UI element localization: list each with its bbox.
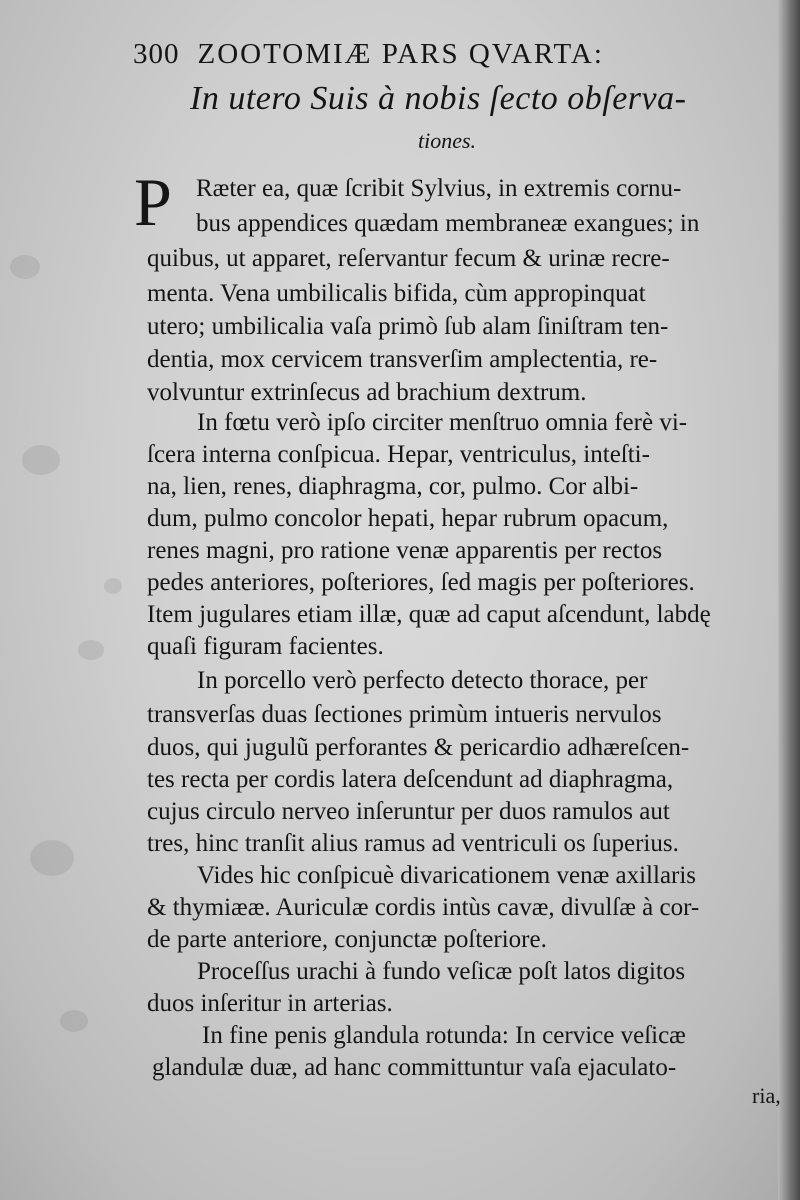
text-line: Ræter ea, quæ ſcribit Sylvius, in extremis cornu- [196,175,682,202]
text-line: Proceſſus urachi à fundo veſicæ poſt latos digitos [197,958,686,985]
text-line: menta. Vena umbilicalis bifida, cùm appropinquat [147,280,646,307]
section-title-line-2: tiones. [418,128,477,153]
text-line: duos inſeritur in arterias. [147,990,393,1017]
page-number: 300 [133,38,180,70]
text-line: dentia, mox cervicem transverſim amplectentia, re- [147,346,658,373]
paper-stain [30,840,74,876]
binding-gutter [778,0,800,1200]
running-header [133,38,773,82]
text-line: quibus, ut apparet, reſervantur fecum & urinæ recre- [147,245,670,272]
text-line: utero; umbilicalia vaſa primò ſub alam ſiniſtram ten- [147,313,669,340]
text-line: Vides hic conſpicuè divaricationem venæ axillaris [197,862,697,889]
text-line: na, lien, renes, diaphragma, cor, pulmo. Cor albi- [147,473,639,500]
text-line: cujus circulo nerveo inſeruntur per duos ramulos aut [147,798,670,825]
text-line: volvuntur extrinſecus ad brachium dextrum. [147,379,587,406]
paper-stain [78,640,104,660]
paper-stain [104,578,122,594]
text-line: duos, qui jugulũ perforantes & pericardio adhæreſcen- [147,734,690,761]
text-line: glandulæ duæ, ad hanc committuntur vaſa ejaculato- [152,1054,677,1081]
paper-stain [60,1010,88,1032]
text-line: pedes anteriores, poſteriores, ſed magis per poſteriores. [147,569,695,596]
text-line: transverſas duas ſectiones primùm intueris nervulos [147,701,662,728]
section-title-line-1: In utero Suis à nobis ſecto obſerva- [190,80,687,117]
text-line: bus appendices quædam membraneæ exangues; in [196,210,700,237]
text-line: Item jugulares etiam illæ, quæ ad caput aſcendunt, labdę [147,601,711,628]
drop-cap: P [134,164,172,240]
text-line: In porcello verò perfecto detecto thorace, per [197,667,648,694]
paper-stain [10,255,40,279]
text-line: In fœtu verò ipſo circiter menſtruo omnia ferè vi- [197,409,688,436]
catchword: ria, [752,1083,781,1108]
paper-stain [22,445,60,475]
text-line: tres, hinc tranſit alius ramus ad ventriculi os ſuperius. [147,830,679,857]
text-line: de parte anteriore, conjunctæ poſteriore. [147,926,547,953]
text-line: & thymiææ. Auriculæ cordis intùs cavæ, divulſæ à cor- [147,894,700,921]
text-line: tes recta per cordis latera deſcendunt ad diaphragma, [147,766,674,793]
running-title: ZOOTOMIÆ PARS QVARTA: [197,38,604,70]
text-line: dum, pulmo concolor hepati, hepar rubrum opacum, [147,505,669,532]
text-line: ſcera interna conſpicua. Hepar, ventriculus, inteſti- [147,441,650,468]
text-line: In fine penis glandula rotunda: In cervice veſicæ [202,1022,686,1049]
text-line: quaſi figuram facientes. [147,633,384,660]
text-line: renes magni, pro ratione venæ apparentis per rectos [147,537,663,564]
